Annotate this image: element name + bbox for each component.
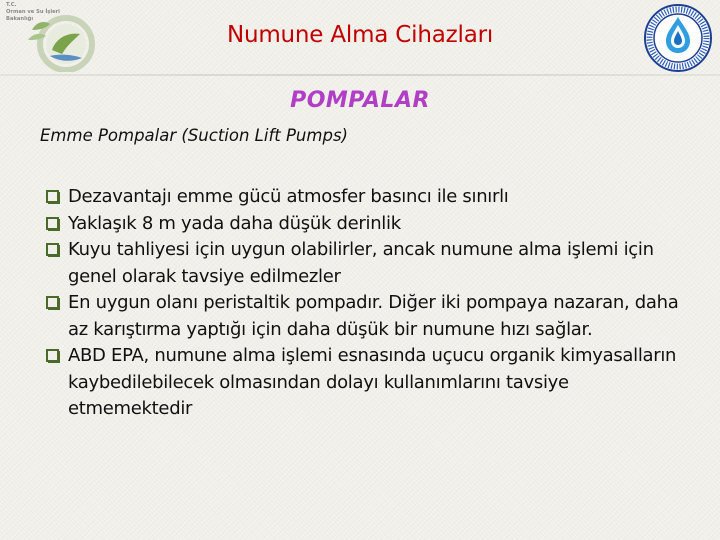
ministry-logo (6, 2, 98, 72)
list-item (46, 290, 686, 343)
list-item (46, 343, 686, 423)
page-title: Numune Alma Cihazları (226, 22, 494, 48)
bullet-text: Kuyu tahliyesi için uygun olabilirler, ancak numune alma işlemi için genel olarak tavsiye edilmezler (68, 239, 654, 287)
list-item (46, 211, 686, 238)
water-seal-logo (640, 3, 718, 73)
bullet-text: En uygun olanı peristaltik pompadır. Diğer iki pompaya nazaran, daha az karıştırma yaptığı için daha düşük bir numune hızı sağlar. (68, 292, 679, 340)
hollow-square-bullet-icon (46, 190, 59, 203)
bullet-text: Yaklaşık 8 m yada daha düşük derinlik (68, 212, 401, 234)
hollow-square-bullet-icon (46, 349, 59, 362)
ministry-logo-line-2: Orman ve Su İşleri (6, 9, 60, 15)
list-item (46, 237, 686, 290)
hollow-square-bullet-icon (46, 243, 59, 256)
bullet-list (46, 184, 686, 423)
list-item (46, 184, 686, 211)
slide-header (0, 0, 720, 76)
water-drop-seal-icon (640, 3, 716, 73)
subheading: Emme Pompalar (Suction Lift Pumps) (40, 126, 348, 145)
hollow-square-bullet-icon (46, 296, 59, 309)
bullet-text: ABD EPA, numune alma işlemi esnasında uçucu organik kimyasalların kaybedilebilecek olmasından dolayı kullanımlarını tavsiye etmemektedir (68, 345, 677, 419)
ministry-logo-line-3: Bakanlığı (6, 16, 34, 22)
header-divider (0, 74, 720, 76)
bullet-text: Dezavantajı emme gücü atmosfer basıncı ile sınırlı (68, 186, 509, 207)
hollow-square-bullet-icon (46, 217, 59, 230)
ministry-logo-icon (22, 10, 98, 72)
section-heading: POMPALAR (290, 88, 430, 113)
ministry-logo-line-1: T.C. (6, 2, 17, 8)
